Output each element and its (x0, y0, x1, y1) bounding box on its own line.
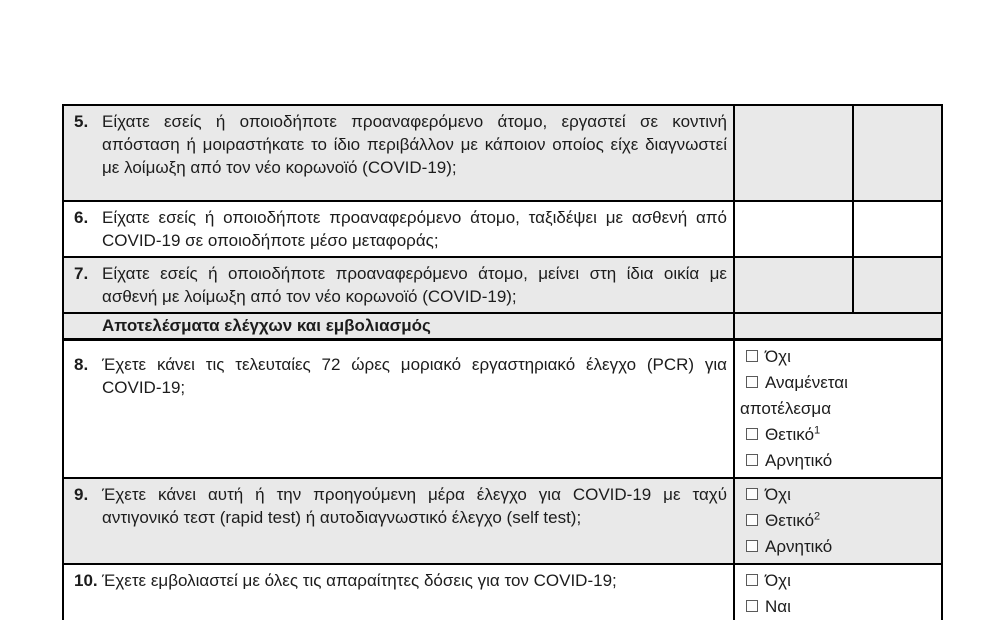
question-number-q8: 8. (74, 355, 89, 374)
section-header-title: Αποτελέσματα ελέγχων και εμβολιασμός (102, 316, 431, 335)
answer-cell-empty-q6-col1 (734, 201, 853, 257)
question-cell-q8 (63, 340, 734, 479)
table-row-q9 (63, 478, 942, 564)
option-label: Αναμένεται αποτέλεσμα (740, 373, 848, 418)
footnote-ref-1: 1 (814, 424, 821, 437)
options-cell-q8 (734, 340, 942, 479)
checkbox-q8-anamenetai[interactable] (746, 376, 758, 388)
option-label: Όχι (765, 347, 791, 366)
option-q10-nai (740, 594, 937, 620)
question-text-q9: Έχετε κάνει αυτή ή την προηγούμενη μέρα έλεγχο για COVID-19 με ταχύ αντιγονικό τεστ (rapid test) ή αυτοδιαγνωστικό έλεγχο (self test); (102, 485, 727, 527)
option-q8-arnitiko (740, 448, 937, 474)
question-cell-q6 (63, 201, 734, 257)
covid-questionnaire-table (62, 104, 943, 620)
checkbox-q9-thetiko[interactable] (746, 514, 758, 526)
question-number-q5: 5. (74, 112, 89, 131)
question-cell-q7 (63, 257, 734, 313)
answer-cell-empty-q7-col2 (853, 257, 942, 313)
answer-cell-empty-q5-col2 (853, 105, 942, 201)
option-q9-arnitiko (740, 534, 937, 560)
option-label: Αρνητικό (765, 537, 833, 556)
section-header-row (63, 313, 942, 340)
question-cell-q10 (63, 564, 734, 620)
answer-cell-empty-q7-col1 (734, 257, 853, 313)
option-label: Όχι (765, 485, 791, 504)
option-label: Θετικό (765, 425, 815, 444)
question-text-q6: Είχατε εσείς ή οποιοδήποτε προαναφερόμενο άτομο, ταξιδέψει με ασθενή από COVID-19 σε οποιοδήποτε μέσο μεταφοράς; (102, 208, 727, 250)
question-number-q6: 6. (74, 208, 89, 227)
option-q9-thetiko (740, 508, 937, 534)
option-q8-ohi (740, 344, 937, 370)
table-row-q6 (63, 201, 942, 257)
options-cell-q10 (734, 564, 942, 620)
checkbox-q9-arnitiko[interactable] (746, 540, 758, 552)
table-row-q8 (63, 340, 942, 479)
answer-cell-empty-q6-col2 (853, 201, 942, 257)
option-label: Ναι (765, 597, 791, 616)
checkbox-q10-nai[interactable] (746, 600, 758, 612)
question-number-q9: 9. (74, 485, 89, 504)
option-label: Θετικό (765, 511, 815, 530)
question-number-q7: 7. (74, 264, 89, 283)
footnote-ref-2: 2 (814, 510, 821, 523)
question-text-q8: Έχετε κάνει τις τελευταίες 72 ώρες μοριακό εργαστηριακό έλεγχο (PCR) για COVID-19; (102, 355, 727, 397)
question-number-q10: 10. (74, 571, 98, 590)
question-text-q7: Είχατε εσείς ή οποιοδήποτε προαναφερόμενο άτομο, μείνει στη ίδια οικία με ασθενή με λοίμωξη από τον νέο κορωνοϊό (COVID-19); (102, 264, 727, 306)
option-q10-ohi (740, 568, 937, 594)
section-header-empty-cell (734, 313, 942, 340)
checkbox-q8-arnitiko[interactable] (746, 454, 758, 466)
question-cell-q5 (63, 105, 734, 201)
table-row-q10 (63, 564, 942, 620)
option-label: Αρνητικό (765, 451, 833, 470)
option-label: Όχι (765, 571, 791, 590)
option-q8-thetiko (740, 422, 937, 448)
checkbox-q10-ohi[interactable] (746, 574, 758, 586)
table-row-q7 (63, 257, 942, 313)
table-row-q5 (63, 105, 942, 201)
checkbox-q8-ohi[interactable] (746, 350, 758, 362)
question-text-q5: Είχατε εσείς ή οποιοδήποτε προαναφερόμενο άτομο, εργαστεί σε κοντινή απόσταση ή μοιραστήκατε το ίδιο περιβάλλον με κάποιον οποίος είχε διαγνωστεί με λοίμωξη από τον νέο κορωνοϊό (COVID-19); (102, 112, 727, 177)
section-header-cell (63, 313, 734, 340)
answer-cell-empty-q5-col1 (734, 105, 853, 201)
question-text-q10: Έχετε εμβολιαστεί με όλες τις απαραίτητες δόσεις για τον COVID-19; (102, 571, 617, 590)
option-q9-ohi (740, 482, 937, 508)
checkbox-q9-ohi[interactable] (746, 488, 758, 500)
checkbox-q8-thetiko[interactable] (746, 428, 758, 440)
question-cell-q9 (63, 478, 734, 564)
option-q8-anamenetai (740, 370, 937, 422)
options-cell-q9 (734, 478, 942, 564)
